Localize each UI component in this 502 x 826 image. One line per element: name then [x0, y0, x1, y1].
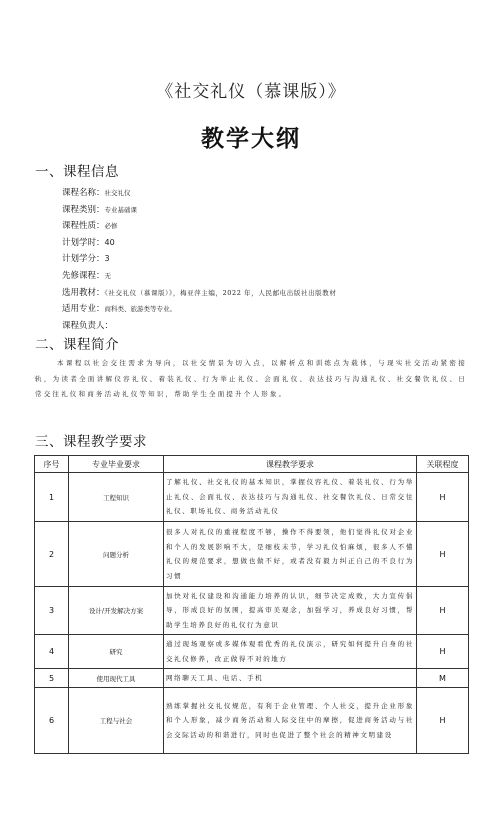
row-number: 3	[35, 587, 69, 635]
info-value: 必修	[104, 222, 118, 230]
info-label: 计划学时：	[62, 237, 105, 248]
info-row-name	[62, 185, 472, 202]
row-graduation-req: 设计/开发解决方案	[69, 587, 164, 635]
row-teaching-req: 通过现场观察或多媒体观看优秀的礼仪演示，研究如何提升自身的社交礼仪修养，改正做得不对的地方	[164, 635, 417, 669]
info-label: 适用专业：	[62, 304, 105, 314]
info-value: 专业基础课	[104, 205, 138, 214]
row-number: 2	[35, 522, 69, 587]
info-value: 商科类、旅游类等专业。	[104, 305, 177, 313]
info-label: 课程名称：	[62, 188, 105, 198]
info-value: 无	[104, 271, 112, 280]
info-label: 课程类别：	[62, 204, 105, 215]
row-graduation-req: 工程知识	[69, 473, 164, 522]
row-teaching-req: 熟练掌握社交礼仪规范，有利于企业管理、个人社交，提升企业形象和个人形象，减少商务活动和人际交往中的摩擦，促进商务活动与社会交际活动的和谐进行，同时也促进了整个社会的精神文明建设	[164, 688, 417, 754]
info-label: 课程性质：	[62, 221, 105, 231]
table-header-row	[35, 456, 469, 473]
info-value: 《社交礼仪（慕课版）》，梅亚萍主编，2022 年，人民邮电出版社出版教材	[104, 289, 337, 297]
info-label: 选用教材：	[62, 288, 105, 298]
row-graduation-req: 研究	[69, 635, 164, 669]
course-info-block	[62, 185, 472, 334]
row-number: 5	[35, 669, 69, 688]
row-relevance: H	[417, 522, 469, 587]
info-label: 计划学分：	[62, 254, 105, 264]
header-cell-relevance: 关联程度	[417, 456, 469, 473]
info-row-credits	[62, 251, 472, 268]
table-row	[35, 635, 469, 669]
info-value: 40	[104, 237, 115, 247]
info-label: 课程负责人：	[62, 320, 114, 331]
info-value: 3	[104, 254, 110, 263]
table-row	[35, 669, 469, 688]
row-teaching-req: 了解礼仪、社交礼仪的基本知识，掌握仪容礼仪、着装礼仪、行为举止礼仪、会面礼仪、表达技巧与沟通礼仪、社交餐饮礼仪、日常交往礼仪、职场礼仪、商务活动礼仪	[164, 473, 417, 522]
row-number: 4	[35, 635, 69, 669]
book-title: 《社交礼仪（慕课版）》	[156, 82, 346, 102]
header-cell-teaching-req: 课程教学要求	[164, 456, 417, 473]
row-relevance: H	[417, 688, 469, 754]
row-teaching-req: 网络聊天工具、电话、手机	[164, 669, 417, 688]
row-teaching-req: 加快对礼仪建设和沟通能力培养的认识，细节决定成败，大力宣传倡导，形成良好的氛围，提高审美观念，加强学习，养成良好习惯，帮助学生培养良好的礼仪行为意识	[164, 587, 417, 635]
requirements-table	[34, 455, 469, 754]
section-heading-course-info: 一、课程信息	[35, 164, 119, 180]
course-intro-paragraph: 本课程以社会交往需求为导向，以社交情景为切入点，以解析点和训练点为载体，与现实社交活动紧密接轨，为读者全面讲解仪容礼仪、着装礼仪、行为举止礼仪、会面礼仪、表达技巧与沟通礼仪、社交餐饮礼仪、日常交往礼仪和商务活动礼仪等知识，帮助学生全面提升个人形象。	[35, 359, 467, 398]
table-row	[35, 522, 469, 587]
section-heading-requirements: 三、课程教学要求	[35, 434, 147, 450]
row-relevance: M	[417, 669, 469, 688]
table-row	[35, 473, 469, 522]
row-number: 1	[35, 473, 69, 522]
main-title: 教学大纲	[201, 126, 301, 152]
info-row-prereq	[62, 268, 472, 285]
info-row-major	[62, 301, 472, 318]
info-row-hours	[62, 235, 472, 252]
header-cell-no: 序号	[35, 456, 69, 473]
info-row-textbook	[62, 287, 472, 299]
info-row-category	[62, 202, 472, 219]
row-graduation-req: 使用现代工具	[69, 669, 164, 688]
section-heading-course-intro: 二、课程简介	[35, 337, 119, 353]
row-graduation-req: 问题分析	[69, 522, 164, 587]
row-relevance: H	[417, 587, 469, 635]
info-row-nature	[62, 218, 472, 235]
row-relevance: H	[417, 473, 469, 522]
info-label: 先修课程：	[62, 270, 105, 281]
table-row	[35, 688, 469, 754]
info-value: 社交礼仪	[104, 189, 131, 197]
row-relevance: H	[417, 635, 469, 669]
row-teaching-req: 很多人对礼仪的重视程度不够，操作不得要领，他们觉得礼仪对企业和个人的发展影响不大，是细枝末节，学习礼仪怕麻烦，很多人不懂礼仪的规范要求，想做也做不好，或者没有毅力纠正自己的不良行为习惯	[164, 522, 417, 587]
row-graduation-req: 工程与社会	[69, 688, 164, 754]
info-row-owner	[62, 318, 472, 335]
header-cell-graduation-req: 专业毕业要求	[69, 456, 164, 473]
table-row	[35, 587, 469, 635]
row-number: 6	[35, 688, 69, 754]
